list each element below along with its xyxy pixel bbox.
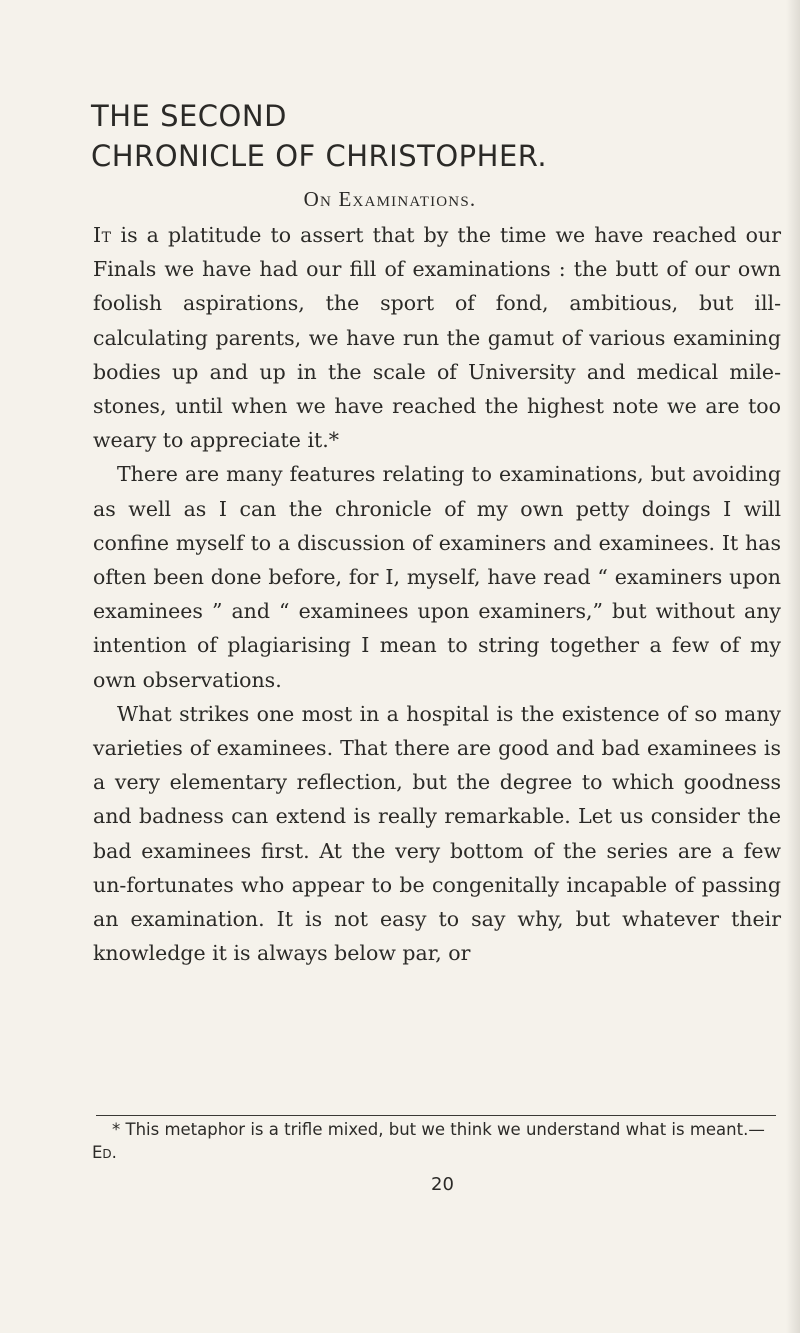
title-line-1: THE SECOND: [91, 99, 287, 133]
title-line-2: CHRONICLE OF CHRISTOPHER.: [91, 139, 548, 173]
paragraph-3: What strikes one most in a hospital is the existence of so many varieties of examinees. That there are good and bad examinees is a very elementary reflection, but the degree to which goodness and badness can extend is really remarkable. Let us consider the bad examinees first. At the very bottom of the series are a few un-fortunates who appear to be congenitally incapable of passing an examination. It is not easy to say why, but whatever their knowledge it is always below par, or: [93, 701, 781, 966]
body-text: [93, 218, 781, 970]
paragraph-1-text: is a platitude to assert that by the time we have reached our Finals we have had our fill of examinations : the butt of our own foolish aspirations, the sport of fond, ambitious, but ill-calculating parents, we have run the gamut of various examining bodies up and up in the scale of University and medical mile-stones, until when we have reached the highest note we are too weary to appreciate it.*: [93, 223, 781, 453]
footnote: [92, 1118, 782, 1164]
chapter-title: [91, 96, 547, 176]
footnote-signature: Ed.: [92, 1143, 117, 1162]
paragraph-1: [93, 218, 781, 457]
page-edge-shadow: [786, 0, 800, 1333]
paragraph-lead-word: It: [93, 223, 112, 247]
footnote-text: * This metaphor is a trifle mixed, but we think we understand what is meant.—: [112, 1120, 765, 1139]
paragraph-2: There are many features relating to examinations, but avoiding as well as I can the chronicle of my own petty doings I will confine myself to a discussion of examiners and examinees. It has often been done before, for I, myself, have read “ examiners upon examinees ” and “ examinees upon examiners,” but without any intention of plagiarising I mean to string together a few of my own observations.: [93, 462, 781, 692]
section-subtitle: On Examinations.: [303, 187, 477, 211]
page-number: 20: [431, 1174, 454, 1195]
footnote-rule: [96, 1115, 776, 1116]
